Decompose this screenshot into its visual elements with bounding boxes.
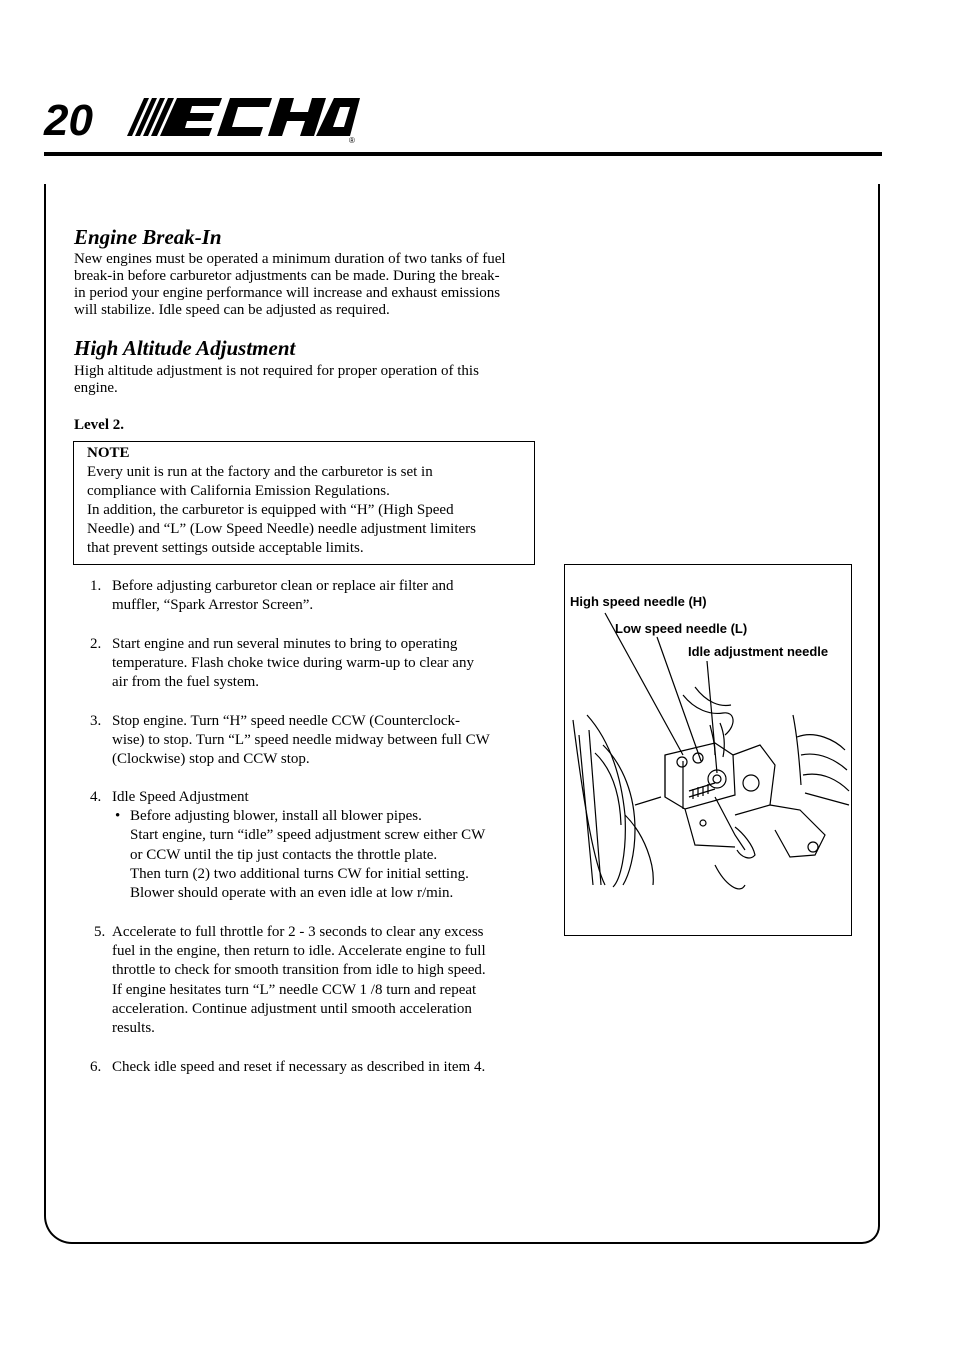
header-rule <box>44 152 882 156</box>
page-number: 20 <box>44 96 93 145</box>
registered-mark-icon: ® <box>349 136 355 144</box>
label-idle-adjustment-needle: Idle adjustment needle <box>688 644 829 659</box>
label-high-speed-needle: High speed needle (H) <box>570 594 707 609</box>
bullet-icon: • <box>115 808 121 825</box>
note-line: Every unit is run at the factory and the carburetor is set in <box>87 464 433 480</box>
heading-high-altitude: High Altitude Adjustment <box>74 336 296 360</box>
note-line: Needle) and “L” (Low Speed Needle) needle adjustment limiters <box>87 521 477 537</box>
note-title: NOTE <box>87 445 130 461</box>
altitude-text: High altitude adjustment is not required for proper operation of this engine. <box>74 363 479 396</box>
level-label: Level 2. <box>74 417 124 433</box>
note-box <box>73 441 535 565</box>
carburetor-illustration <box>565 565 851 935</box>
label-low-speed-needle: Low speed needle (L) <box>615 621 748 636</box>
heading-engine-break-in: Engine Break-In <box>74 225 222 249</box>
carburetor-figure <box>564 564 852 936</box>
echo-logo <box>122 92 362 144</box>
note-line: compliance with California Emission Regulations. <box>87 483 390 499</box>
note-line: In addition, the carburetor is equipped with “H” (High Speed <box>87 502 454 518</box>
break-in-text: New engines must be operated a minimum duration of two tanks of fuel break-in before carburetor adjustments can be made. During the break- in period your engine performance will increase and exhaust emissions will stabilize. Idle speed can be adjusted as required. <box>74 251 506 318</box>
note-line: that prevent settings outside acceptable limits. <box>87 540 364 556</box>
